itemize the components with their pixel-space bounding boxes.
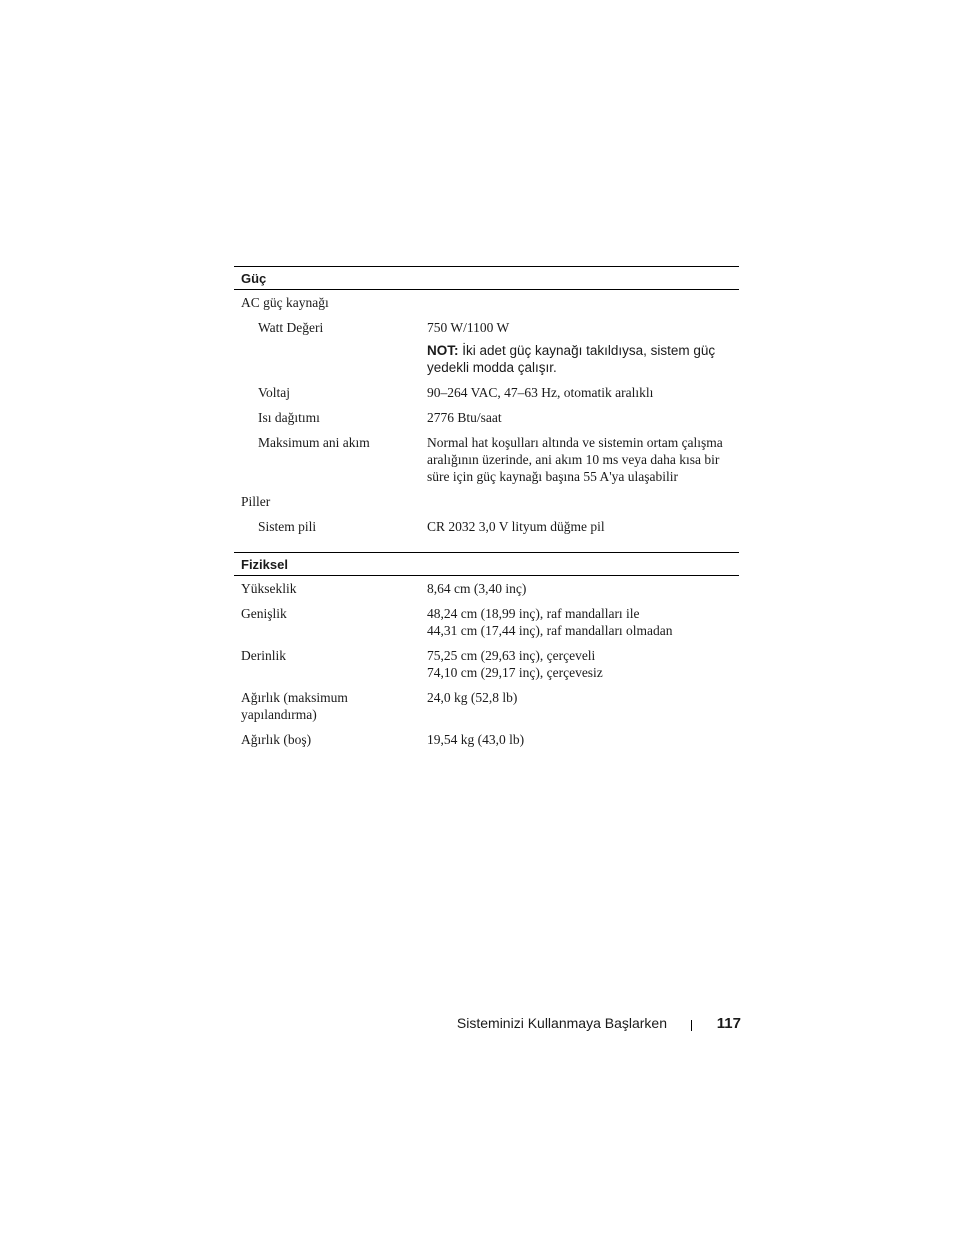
row-wattage — [234, 319, 739, 376]
note-text: İki adet güç kaynağı takıldıysa, sistem güç yedekli modda çalışır. — [427, 343, 716, 375]
wattage-value: 750 W/1100 W — [427, 320, 510, 335]
footer-separator — [691, 1020, 692, 1031]
row-inrush — [234, 434, 739, 485]
row-ac-supply — [234, 294, 739, 311]
spec-table — [234, 266, 739, 748]
label-system-battery: Sistem pili — [258, 519, 317, 534]
row-weight-max — [234, 689, 739, 723]
label-inrush: Maksimum ani akım — [258, 435, 370, 450]
value-depth-2: 74,10 cm (29,17 inç), çerçevesiz — [427, 665, 603, 680]
label-ac-supply: AC güç kaynağı — [241, 295, 329, 310]
row-width — [234, 605, 739, 639]
section-header-physical: Fiziksel — [234, 552, 739, 576]
value-heat: 2776 Btu/saat — [427, 410, 502, 425]
value-depth — [427, 647, 739, 681]
value-height: 8,64 cm (3,40 inç) — [427, 581, 527, 596]
footer-title: Sisteminizi Kullanmaya Başlarken — [456, 1015, 667, 1031]
section-header-power: Güç — [234, 266, 739, 290]
value-wattage — [427, 319, 739, 376]
row-system-battery — [234, 518, 739, 535]
value-weight-max: 24,0 kg (52,8 lb) — [427, 690, 518, 705]
value-width-1: 48,24 cm (18,99 inç), raf mandalları ile — [427, 606, 640, 621]
value-depth-1: 75,25 cm (29,63 inç), çerçeveli — [427, 648, 596, 663]
label-voltage: Voltaj — [258, 385, 291, 400]
page-footer — [0, 1015, 954, 1035]
value-width — [427, 605, 739, 639]
label-heat: Isı dağıtımı — [258, 410, 320, 425]
label-batteries: Piller — [241, 494, 271, 509]
label-height: Yükseklik — [241, 581, 297, 596]
label-wattage: Watt Değeri — [258, 320, 324, 335]
label-weight-empty: Ağırlık (boş) — [241, 732, 312, 747]
row-batteries — [234, 493, 739, 510]
label-weight-max: Ağırlık (maksimum yapılandırma) — [241, 690, 348, 722]
label-width: Genişlik — [241, 606, 287, 621]
row-heat — [234, 409, 739, 426]
page-number: 117 — [716, 1015, 741, 1032]
label-depth: Derinlik — [241, 648, 286, 663]
row-depth — [234, 647, 739, 681]
note-block — [427, 342, 735, 376]
value-system-battery: CR 2032 3,0 V lityum düğme pil — [427, 519, 605, 534]
value-inrush: Normal hat koşulları altında ve sistemin ortam çalışma aralığının üzerinde, ani akım 10 ms veya daha kısa bir süre için güç kaynağı başına 55 A'ya ulaşabilir — [427, 435, 723, 484]
row-weight-empty — [234, 731, 739, 748]
note-label: NOT: — [427, 343, 459, 358]
value-weight-empty: 19,54 kg (43,0 lb) — [427, 732, 525, 747]
row-height — [234, 580, 739, 597]
value-width-2: 44,31 cm (17,44 inç), raf mandalları olmadan — [427, 623, 673, 638]
value-voltage: 90–264 VAC, 47–63 Hz, otomatik aralıklı — [427, 385, 654, 400]
row-voltage — [234, 384, 739, 401]
